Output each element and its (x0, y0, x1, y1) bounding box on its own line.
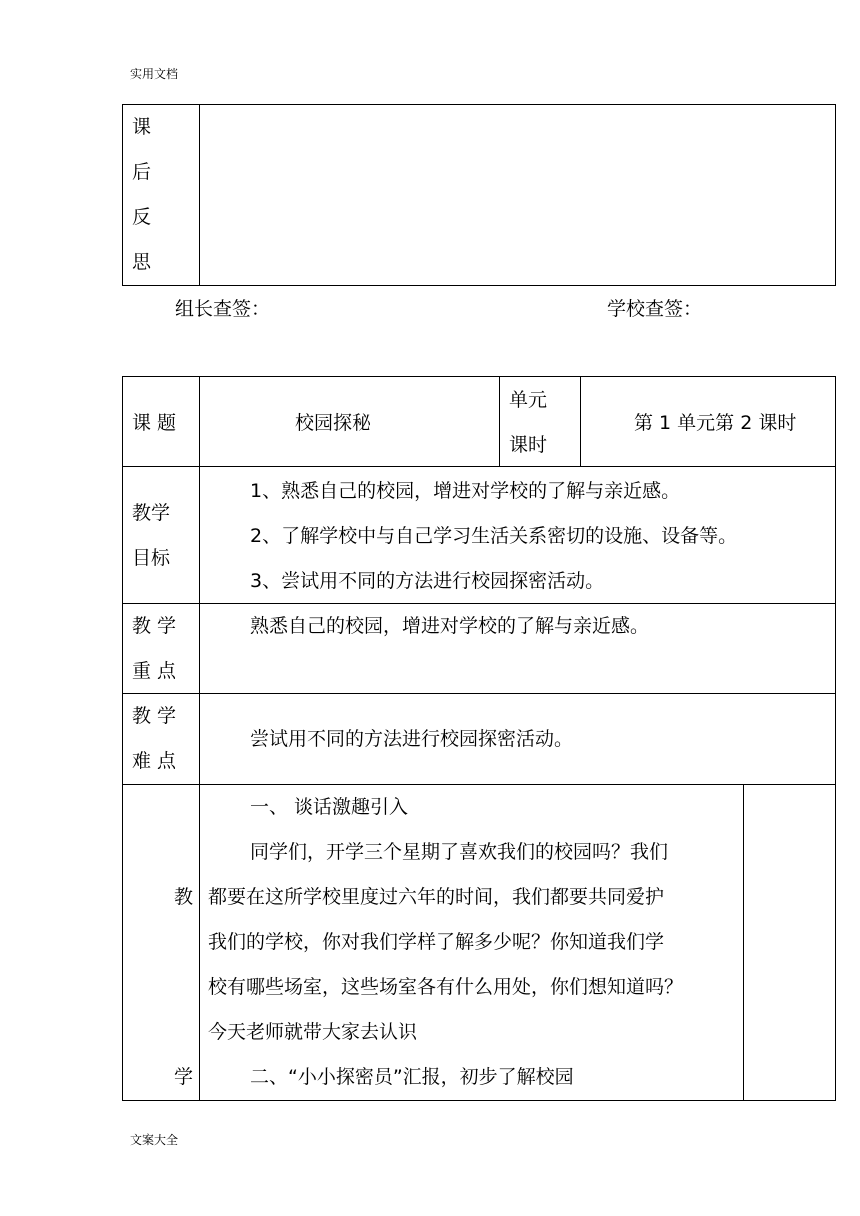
unit-row-divider (580, 376, 581, 467)
process-line: 今天老师就带大家去认识 (208, 1021, 418, 1043)
goals-label: 目标 (132, 547, 171, 569)
difficulties-label: 教 学 (132, 705, 177, 727)
goals-label: 教学 (132, 502, 171, 524)
reflection-label-char: 思 (132, 251, 152, 273)
key-points-label: 重 点 (132, 660, 177, 682)
process-label-char: 学 (174, 1066, 194, 1088)
row-line (122, 784, 836, 785)
difficulties-label: 难 点 (132, 750, 177, 772)
key-points-label: 教 学 (132, 615, 177, 637)
title-label: 课 题 (132, 412, 177, 434)
reflection-table (122, 104, 836, 286)
lesson-title: 校园探秘 (295, 412, 372, 434)
goal-item: 2、了解学校中与自己学习生活关系密切的设施、设备等。 (250, 525, 738, 547)
key-points-text: 熟悉自己的校园，增进对学校的了解与亲近感。 (250, 615, 650, 637)
reflection-divider (199, 104, 200, 286)
process-line: 校有哪些场室，这些场室各有什么用处，你们想知道吗？ (208, 976, 684, 998)
row-line (122, 466, 836, 467)
school-signature: 学校查签： (607, 298, 703, 320)
row-line (122, 693, 836, 694)
reflection-label-char: 课 (132, 116, 152, 138)
process-line: 我们的学校，你对我们学样了解多少呢？你知道我们学 (208, 931, 665, 953)
process-line: 都要在这所学校里度过六年的时间，我们都要共同爱护 (208, 886, 665, 908)
page-header: 实用文档 (130, 67, 179, 81)
page-footer: 文案大全 (130, 1133, 179, 1147)
process-line: 二、“小小探密员”汇报，初步了解校园 (250, 1066, 574, 1088)
label-column-divider (199, 376, 200, 1101)
reflection-label-char: 后 (132, 161, 152, 183)
title-row-divider (499, 376, 500, 467)
reflection-label-char: 反 (132, 206, 152, 228)
difficulties-text: 尝试用不同的方法进行校园探密活动。 (250, 728, 574, 750)
process-line: 同学们，开学三个星期了喜欢我们的校园吗？我们 (250, 841, 669, 863)
unit-label: 单元 (509, 389, 548, 411)
goal-item: 3、尝试用不同的方法进行校园探密活动。 (250, 570, 605, 592)
row-line (122, 603, 836, 604)
unit-value: 第 1 单元第 2 课时 (634, 412, 797, 434)
unit-label: 课时 (509, 434, 548, 456)
process-label-char: 教 (174, 886, 194, 908)
process-line: 一、 谈话激趣引入 (250, 796, 409, 818)
goal-item: 1、熟悉自己的校园，增进对学校的了解与亲近感。 (250, 480, 681, 502)
group-leader-signature: 组长查签： (175, 298, 271, 320)
notes-column-divider (743, 784, 744, 1101)
